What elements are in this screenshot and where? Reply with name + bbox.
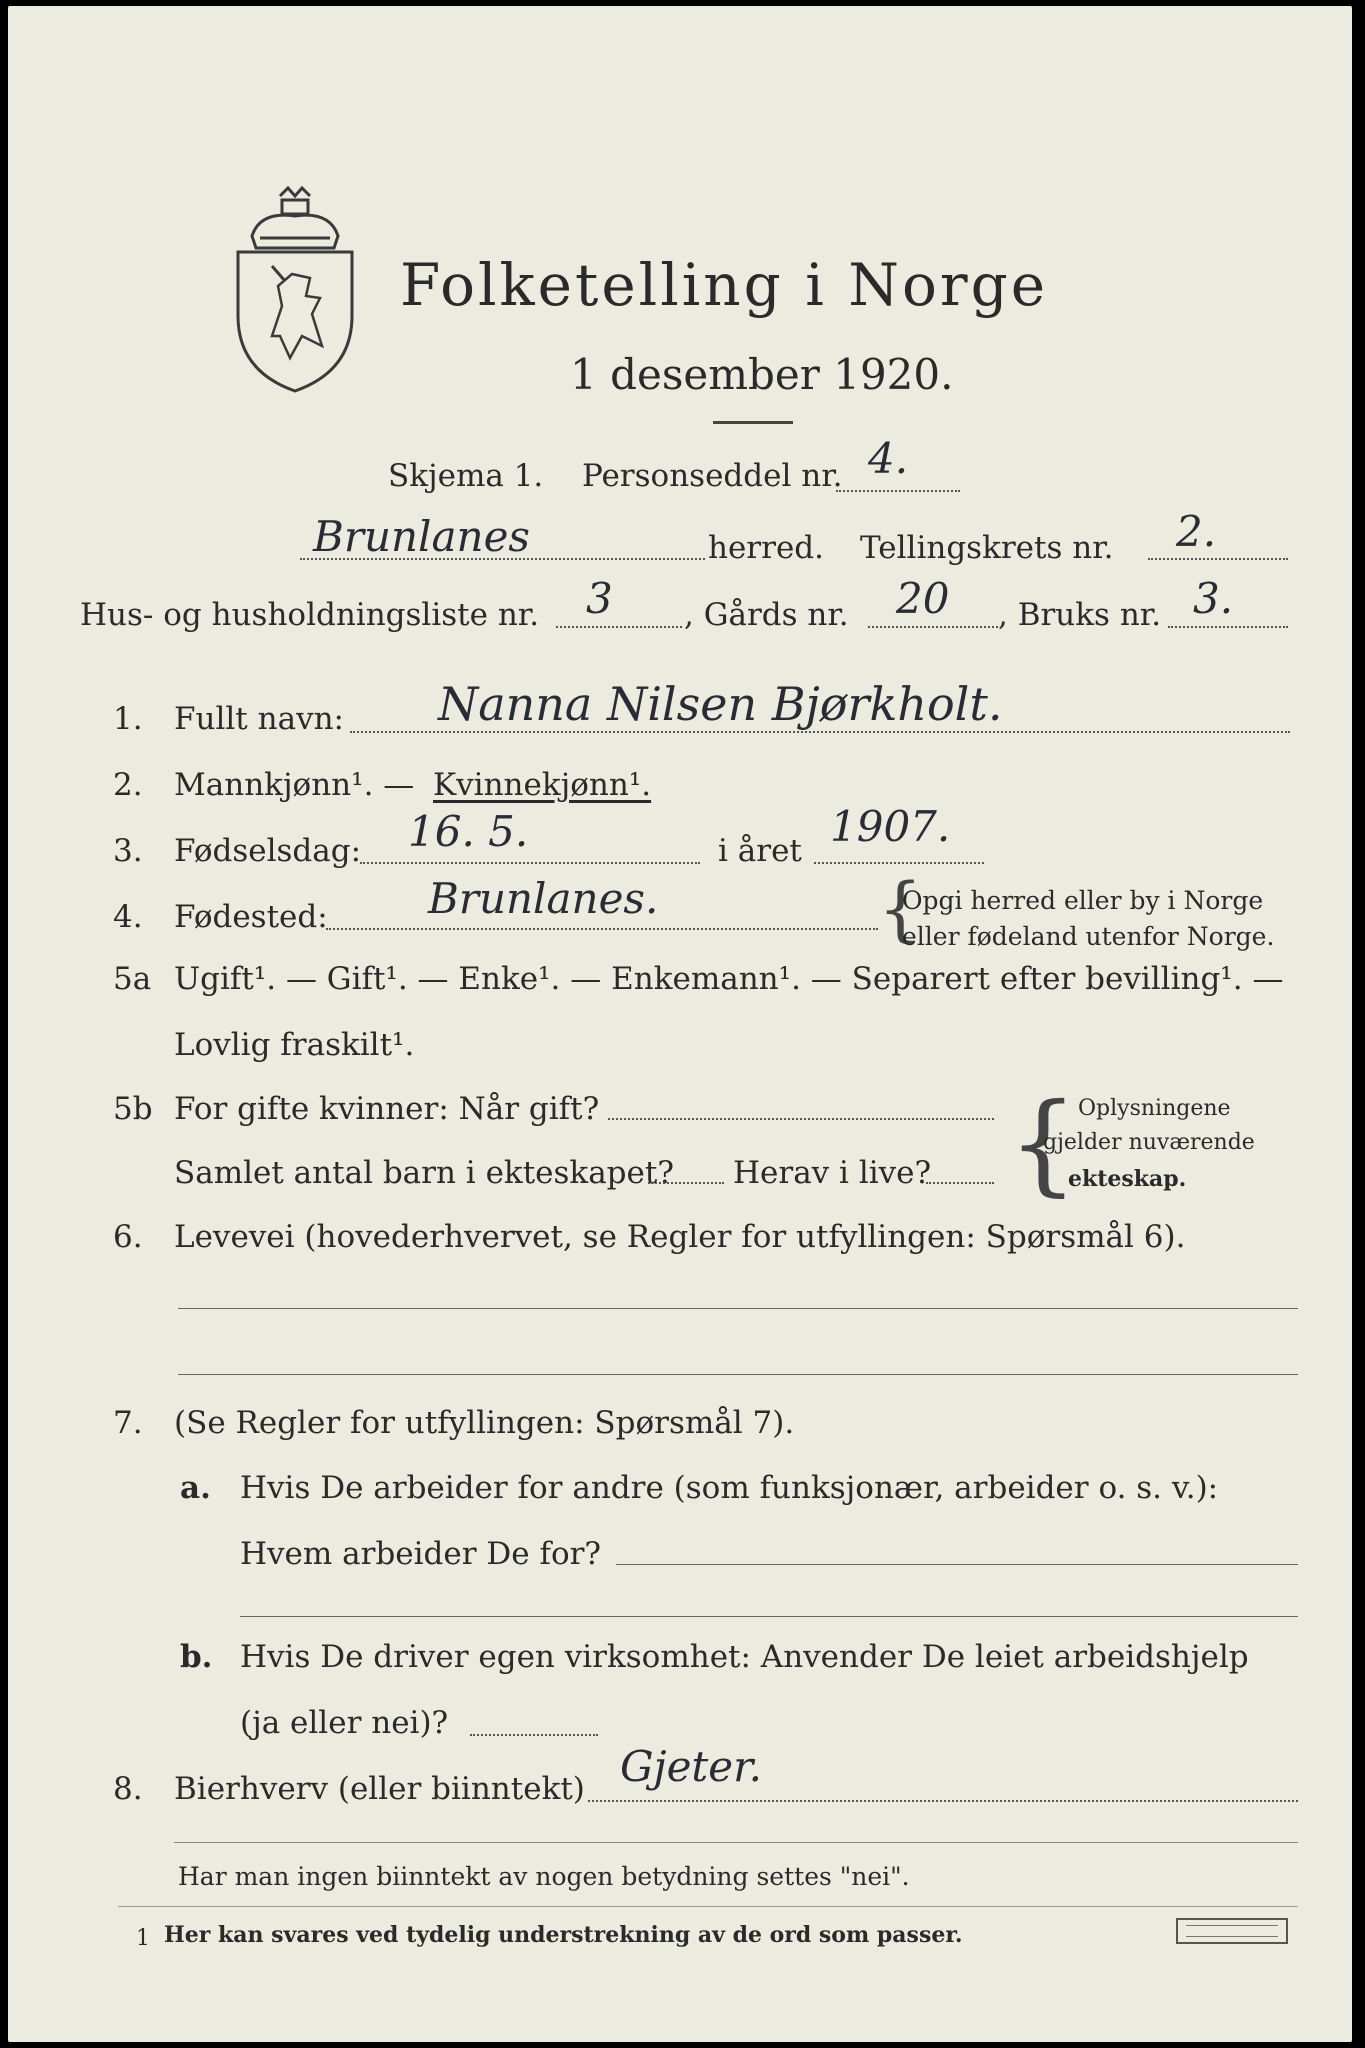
q1-line (350, 731, 1290, 733)
form-date: 1 desember 1920. (570, 350, 954, 399)
footnote-divider (118, 1906, 1298, 1907)
personseddel-label: Personseddel nr. (582, 458, 843, 494)
q5b-alive-label: Herav i live? (733, 1155, 932, 1191)
gards-value[interactable]: 20 (896, 574, 950, 623)
q7b-line2: (ja eller nei)? (240, 1705, 449, 1741)
q3-year-label: i året (718, 833, 802, 869)
q6-label: Levevei (hovederhvervet, se Regler for utfyllingen: Spørsmål 6). (174, 1219, 1186, 1255)
q3-label: Fødselsdag: (174, 833, 362, 869)
q3-number: 3. (113, 833, 143, 869)
herred-value[interactable]: Brunlanes (313, 512, 530, 561)
footer-note: Har man ingen biinntekt av nogen betydning settes "nei". (178, 1862, 910, 1891)
q1-label: Fullt navn: (174, 701, 344, 737)
q5b-note1: Oplysningene (1078, 1096, 1231, 1121)
q4-value[interactable]: Brunlanes. (428, 874, 659, 923)
q3-value[interactable]: 16. 5. (408, 807, 529, 856)
q7a-letter: a. (180, 1470, 211, 1506)
q4-line (326, 928, 878, 930)
q6-answer-line1 (178, 1308, 1298, 1309)
q7a-answer-line2 (240, 1616, 1298, 1617)
form-title: Folketelling i Norge (400, 251, 1049, 319)
herred-label: herred. (708, 530, 824, 566)
q8-label: Bierhverv (eller biinntekt) (174, 1771, 585, 1807)
husholdningsliste-line (556, 626, 682, 628)
skjema-label: Skjema 1. (388, 458, 544, 494)
norwegian-coat-of-arms-icon (230, 186, 360, 396)
footnote-mark: 1 (136, 1926, 150, 1951)
tellingskrets-value[interactable]: 2. (1176, 507, 1217, 556)
header-divider (713, 421, 793, 424)
personseddel-value[interactable]: 4. (868, 434, 909, 483)
q7-number: 7. (113, 1405, 143, 1441)
q4-note-line2: eller fødeland utenfor Norge. (902, 922, 1275, 951)
q5b-number: 5b (113, 1091, 153, 1127)
herred-line (300, 558, 705, 560)
printer-stamp (1176, 1918, 1288, 1944)
q2-kvinnekjonn-selected[interactable]: Kvinnekjønn¹. (433, 767, 652, 803)
q4-note-line1: Opgi herred eller by i Norge (902, 886, 1264, 915)
bruks-label: , Bruks nr. (998, 597, 1162, 633)
q4-number: 4. (113, 899, 143, 935)
q5b-brace: { (1008, 1079, 1078, 1207)
q2-number: 2. (113, 767, 143, 803)
q8-value[interactable]: Gjeter. (620, 1742, 762, 1791)
personseddel-line (836, 490, 960, 492)
footnote-text: Her kan svares ved tydelig understrekning av de ord som passer. (164, 1922, 963, 1948)
q5b-line1: For gifte kvinner: Når gift? (174, 1091, 600, 1127)
gards-label: , Gårds nr. (684, 597, 849, 633)
q7-label: (Se Regler for utfyllingen: Spørsmål 7). (174, 1405, 795, 1441)
q2-mannkjonn: Mannkjønn¹. — (174, 767, 415, 803)
q6-number: 6. (113, 1219, 143, 1255)
q4-label: Fødested: (174, 899, 328, 935)
q1-value[interactable]: Nanna Nilsen Bjørkholt. (438, 677, 1003, 731)
bruks-value[interactable]: 3. (1193, 574, 1234, 623)
bruks-line (1168, 626, 1288, 628)
husholdningsliste-label: Hus- og husholdningsliste nr. (80, 597, 540, 633)
q5b-alive-line (926, 1182, 994, 1184)
q7a-answer-line1 (616, 1564, 1298, 1565)
q7b-letter: b. (180, 1639, 213, 1675)
q8-line (588, 1800, 1298, 1802)
q7a-line1: Hvis De arbeider for andre (som funksjonær, arbeider o. s. v.): (240, 1470, 1219, 1506)
q5b-note3: ekteskap. (1068, 1166, 1187, 1192)
tellingskrets-label: Tellingskrets nr. (860, 530, 1114, 566)
q6-answer-line2 (178, 1374, 1298, 1375)
q4-brace: { (878, 868, 923, 950)
q7a-line2: Hvem arbeider De for? (240, 1536, 602, 1572)
footer-divider (174, 1842, 1298, 1843)
q5a-line1: Ugift¹. — Gift¹. — Enke¹. — Enkemann¹. — Separert efter bevilling¹. — (174, 961, 1284, 997)
gards-line (868, 626, 998, 628)
q7b-answer-line (470, 1734, 598, 1736)
q7b-line1: Hvis De driver egen virksomhet: Anvender De leiet arbeidshjelp (240, 1639, 1249, 1675)
q5b-children-label: Samlet antal barn i ekteskapet? (174, 1155, 674, 1191)
husholdningsliste-value[interactable]: 3 (586, 574, 613, 623)
q5b-children-line (648, 1182, 724, 1184)
census-form (8, 6, 1352, 2042)
q3-day-line (360, 862, 700, 864)
q5b-married-line (608, 1118, 994, 1120)
q3-year-line (814, 862, 984, 864)
q3-year-value[interactable]: 1907. (830, 802, 951, 851)
q8-number: 8. (113, 1771, 143, 1807)
tellingskrets-line (1148, 558, 1288, 560)
q5a-number: 5a (113, 961, 152, 997)
q5b-note2: gjelder nuværende (1043, 1130, 1255, 1155)
q1-number: 1. (113, 701, 143, 737)
q5a-line2: Lovlig fraskilt¹. (174, 1027, 415, 1063)
